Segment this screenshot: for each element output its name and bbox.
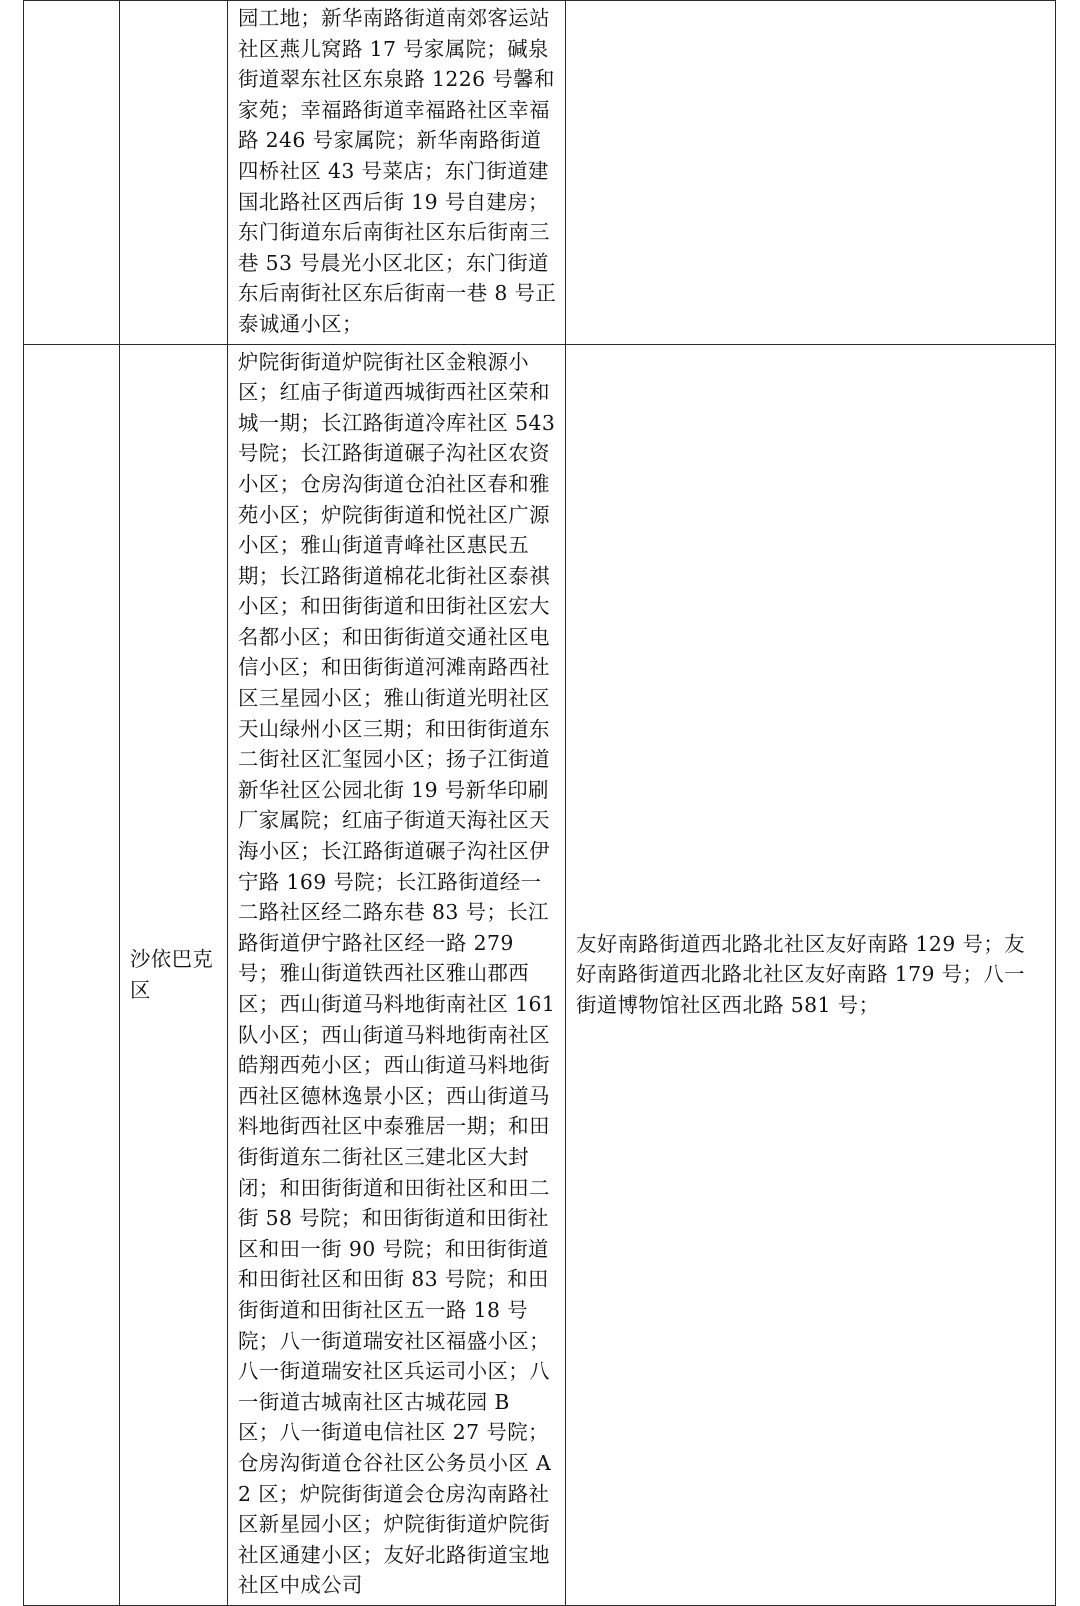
right-cell [566,344,1056,1605]
right-text: 友好南路街道西北路北社区友好南路 129 号；友好南路街道西北路北社区友好南路 179 号；八一街道博物馆社区西北路 581 号； [576,931,1025,1017]
communities-cell [228,1,566,345]
community-table [23,0,1056,1606]
table-row [24,1,1056,345]
index-cell [24,1,120,345]
district-cell [120,344,228,1605]
communities-text: 园工地；新华南路街道南郊客运站社区燕儿窝路 17 号家属院；碱泉街道翠东社区东泉路 1226 号馨和家苑；幸福路街道幸福路社区幸福路 246 号家属院；新华南路街道四桥社区 43 号菜店；东门街道建国北路社区西后街 19 号自建房；东门街道东后南街社区东后街南三巷 53 号晨光小区北区；东门街道东后南街社区东后街南一巷 8 号正泰诚通小区； [238,6,557,336]
right-cell [566,1,1056,345]
communities-cell [228,344,566,1605]
communities-text: 炉院街街道炉院街社区金粮源小区；红庙子街道西城街西社区荣和城一期；长江路街道冷库社区 543 号院；长江路街道碾子沟社区农资小区；仓房沟街道仓泊社区春和雅苑小区；炉院街街道和悦社区广源小区；雅山街道青峰社区惠民五期；长江路街道棉花北街社区泰祺小区；和田街街道和田街社区宏大名都小区；和田街街道交通社区电信小区；和田街街道河滩南路西社区三星园小区；雅山街道光明社区天山绿州小区三期；和田街街道东二街社区汇玺园小区；扬子江街道新华社区公园北街 19 号新华印刷厂家属院；红庙子街道天海社区天海小区；长江路街道碾子沟社区伊宁路 169 号院；长江路街道经一二路社区经二路东巷 83 号；长江路街道伊宁路社区经一路 279 号；雅山街道铁西社区雅山郡西区；西山街道马料地街南社区 161 队小区；西山街道马料地街南社区皓翔西苑小区；西山街道马料地街西社区德林逸景小区；西山街道马料地街西社区中泰雅居一期；和田街街道东二街社区三建北区大封闭；和田街街道和田街社区和田二街 58 号院；和田街街道和田街社区和田一街 90 号院；和田街街道和田街社区和田街 83 号院；和田街街道和田街社区五一路 18 号院；八一街道瑞安社区福盛小区；八一街道瑞安社区兵运司小区；八一街道古城南社区古城花园 B 区；八一街道电信社区 27 号院；仓房沟街道仓谷社区公务员小区 A2 区；炉院街街道会仓房沟南路社区新星园小区；炉院街街道炉院街社区通建小区；友好北路街道宝地社区中成公司 [238,349,556,1598]
district-name: 沙依巴克区 [130,947,214,1002]
table-row [24,344,1056,1605]
district-cell [120,1,228,345]
index-cell [24,344,120,1605]
